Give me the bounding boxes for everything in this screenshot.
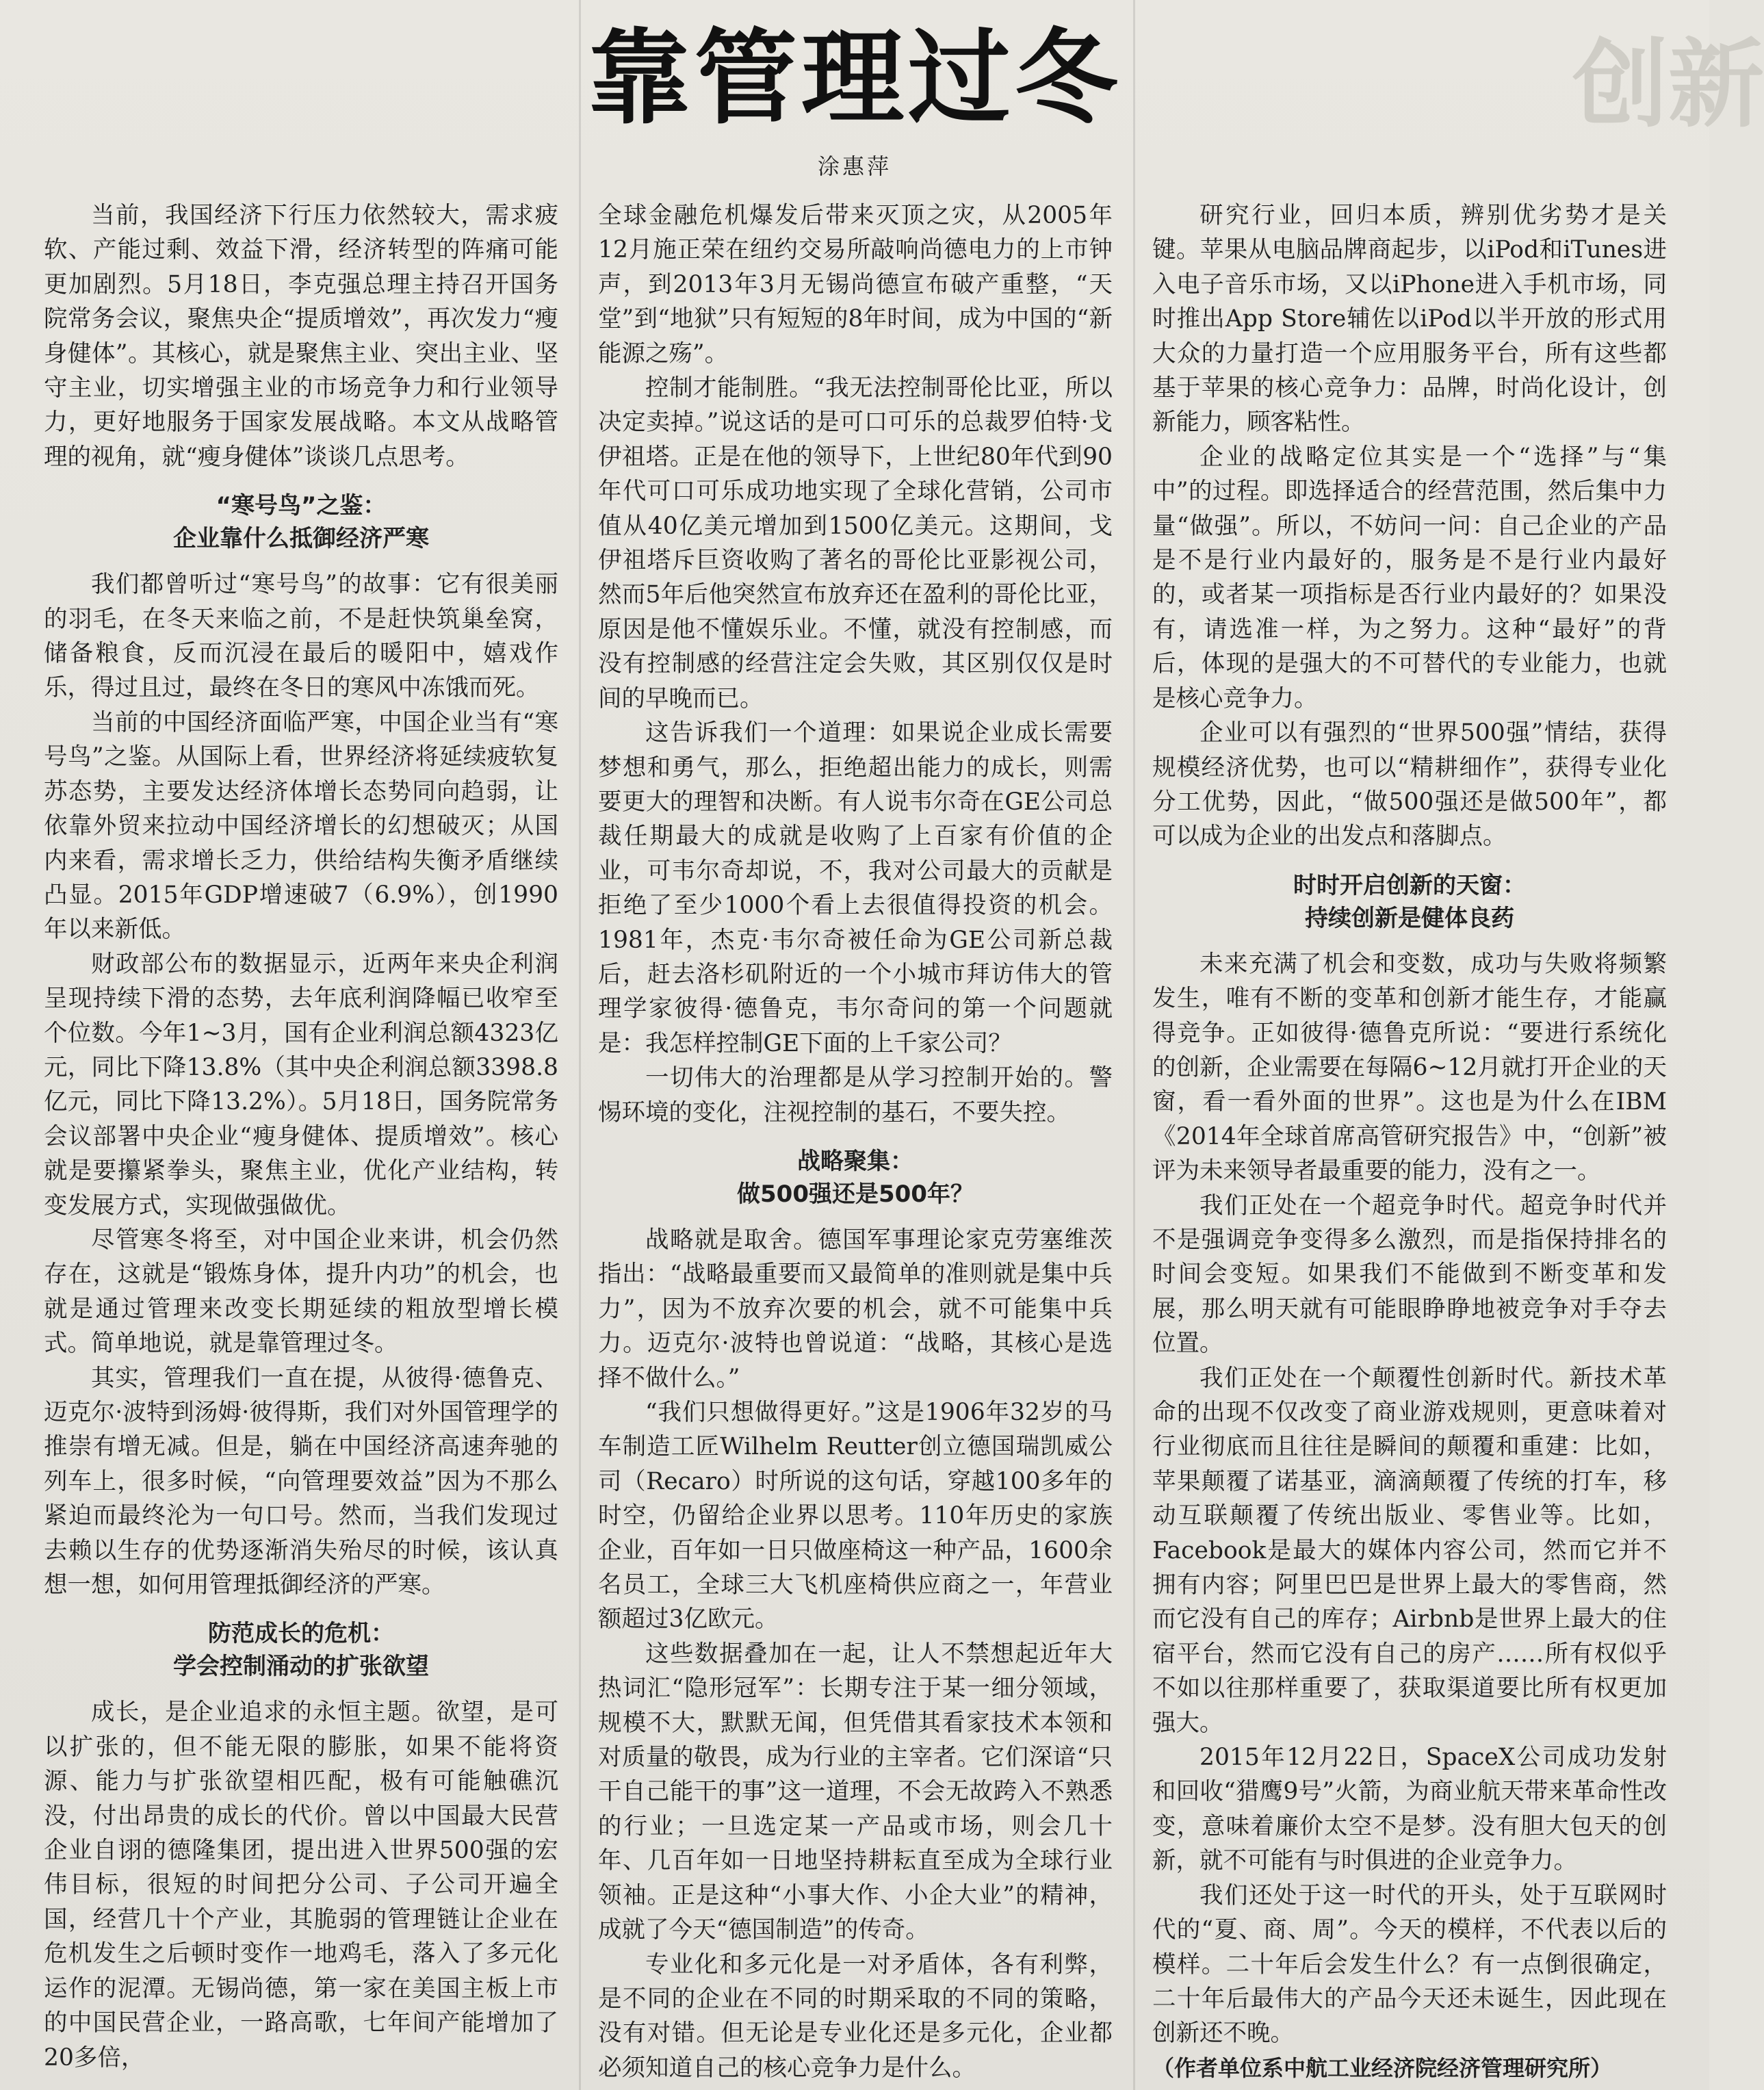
section-heading xyxy=(598,1145,1113,1211)
paragraph: 当前，我国经济下行压力依然较大，需求疲软、产能过剩、效益下滑，经济转型的阵痛可能更加剧烈。5月18日，李克强总理主持召开国务院常务会议，聚焦央企“提质增效”，再次发力“瘦身健体”。其核心，就是聚焦主业、突出主业、坚守主业，切实增强主业的市场竞争力和行业领导力，更好地服务于国家发展战略。本文从战略管理的视角，就“瘦身健体”谈谈几点思考。 xyxy=(44,202,558,471)
column-rule xyxy=(1133,0,1135,2090)
paragraph: 我们正处在一个颠覆性创新时代。新技术革命的出现不仅改变了商业游戏规则，更意味着对行业彻底而且往往是瞬间的颠覆和重建：比如，苹果颠覆了诺基亚，滴滴颠覆了传统的打车，移动互联颠覆了传统出版业、零售业等。比如，Facebook是最大的媒体内容公司，然而它并不拥有内容；阿里巴巴是世界上最大的零售商，然而它没有自己的库存；Airbnb是世界上最大的住宿平台，然而它没有自己的房产……所有权似乎不如以往那样重要了，获取渠道要比所有权更加强大。 xyxy=(1152,1364,1667,1737)
section-heading xyxy=(1152,869,1667,935)
section-heading-line: 持续创新是健体良药 xyxy=(1305,904,1514,932)
paragraph: 这些数据叠加在一起，让人不禁想起近年大热词汇“隐形冠军”：长期专注于某一细分领域，规模不大，默默无闻，但凭借其看家技术本领和对质量的敬畏，成为行业的主宰者。它们深谙“只干自己能干的事”这一道理，不会无故跨入不熟悉的行业；一旦选定某一产品或市场，则会几十年、几百年如一日地坚持耕耘直至成为全球行业领袖。正是这种“小事大作、小企大业”的精神，成就了今天“德国制造”的传奇。 xyxy=(598,1640,1113,1944)
section-heading-line: 学会控制涌动的扩张欲望 xyxy=(173,1653,429,1681)
paragraph: 一切伟大的治理都是从学习控制开始的。警惕环境的变化，注视控制的基石，不要失控。 xyxy=(598,1064,1113,1126)
paragraph: 我们都曾听过“寒号鸟”的故事：它有很美丽的羽毛，在冬天来临之前，不是赶快筑巢垒窝，储备粮食，反而沉浸在最后的暖阳中，嬉戏作乐，得过且过，最终在冬日的寒风中冻饿而死。 xyxy=(44,571,558,702)
paragraph: 专业化和多元化是一对矛盾体，各有利弊，是不同的企业在不同的时期采取的不同的策略，没有对错。但无论是专业化还是多元化，企业都必须知道自己的核心竞争力是什么。 xyxy=(598,1950,1113,2082)
paragraph: 企业的战略定位其实是一个“选择”与“集中”的过程。即选择适合的经营范围，然后集中力量“做强”。所以，不妨问一问：自己企业的产品是不是行业内最好的，服务是不是行业内最好的，或者某一项指标是否行业内最好的？如果没有，请选准一样，为之努力。这种“最好”的背后，体现的是强大的不可替代的专业能力，也就是核心竞争力。 xyxy=(1152,443,1667,712)
column-rule xyxy=(579,0,581,2090)
paragraph: 未来充满了机会和变数，成功与失败将频繁发生，唯有不断的变革和创新才能生存，才能赢得竞争。正如彼得·德鲁克所说：“要进行系统化的创新，企业需要在每隔6~12月就打开企业的天窗，看一看外面的世界”。这也是为什么在IBM《2014年全球首席高管研究报告》中，“创新”被评为未来领导者最重要的能力，没有之一。 xyxy=(1152,950,1667,1185)
column-2 xyxy=(598,198,1113,2082)
section-heading-line: 防范成长的危机： xyxy=(208,1620,394,1648)
section-heading-line: 做500强还是500年？ xyxy=(737,1180,974,1208)
paragraph: 尽管寒冬将至，对中国企业来讲，机会仍然存在，这就是“锻炼身体，提升内功”的机会，也就是通过管理来改变长期延续的粗放型增长模式。简单地说，就是靠管理过冬。 xyxy=(44,1226,558,1358)
headline: 靠管理过冬 xyxy=(587,19,1121,138)
paragraph: 全球金融危机爆发后带来灭顶之灾，从2005年12月施正荣在纽约交易所敲响尚德电力的上市钟声，到2013年3月无锡尚德宣布破产重整，“天堂”到“地狱”只有短短的8年时间，成为中国的“新能源之殇”。 xyxy=(598,202,1113,367)
paragraph: 成长，是企业追求的永恒主题。欲望，是可以扩张的，但不能无限的膨胀，如果不能将资源、能力与扩张欲望相匹配，极有可能触礁沉没，付出昂贵的成长的代价。曾以中国最大民营企业自诩的德隆集团，提出进入世界500强的宏伟目标，很短的时间把分公司、子公司开遍全国，经营几十个产业，其脆弱的管理链让企业在危机发生之后顿时变作一地鸡毛，落入了多元化运作的泥潭。无锡尚德，第一家在美国主板上市的中国民营企业，一路高歌，七年间产能增加了20多倍， xyxy=(44,1699,558,2072)
paragraph: 这告诉我们一个道理：如果说企业成长需要梦想和勇气，那么，拒绝超出能力的成长，则需要更大的理智和决断。有人说韦尔奇在GE公司总裁任期最大的成就是收购了上百家有价值的企业，可韦尔奇却说，不，我对公司最大的贡献是拒绝了至少1000个看上去很值得投资的机会。1981年，杰克·韦尔奇被任命为GE公司新总裁后，赶去洛杉矶附近的一个小城市拜访伟大的管理学家彼得·德鲁克，韦尔奇问的第一个问题就是：我怎样控制GE下面的上千家公司？ xyxy=(598,719,1113,1057)
section-heading-line: “寒号鸟”之鉴： xyxy=(216,492,387,520)
section-heading-line: 战略聚集： xyxy=(797,1147,913,1175)
section-heading-line: 企业靠什么抵御经济严寒 xyxy=(173,525,429,553)
column-1 xyxy=(44,198,558,2074)
adjacent-article-fragment: 创新 xyxy=(1572,29,1764,141)
paragraph: “我们只想做得更好。”这是1906年32岁的马车制造工匠Wilhelm Reutter创立德国瑞凯威公司（Recaro）时所说的这句话，穿越100多年的时空，仍留给企业界以思考。110年历史的家族企业，百年如一日只做座椅这一种产品，1600余名员工，全球三大飞机座椅供应商之一，年营业额超过3亿欧元。 xyxy=(598,1399,1113,1634)
paragraph: 当前的中国经济面临严寒，中国企业当有“寒号鸟”之鉴。从国际上看，世界经济将延续疲软复苏态势，主要发达经济体增长态势同向趋弱，让依靠外贸来拉动中国经济增长的幻想破灭；从国内来看，需求增长乏力，供给结构失衡矛盾继续凸显。2015年GDP增速破7（6.9%），创1990年以来新低。 xyxy=(44,708,558,944)
paragraph: 控制才能制胜。“我无法控制哥伦比亚，所以决定卖掉。”说这话的是可口可乐的总裁罗伯特·戈伊祖塔。正是在他的领导下，上世纪80年代到90年代可口可乐成功地实现了全球化营销，公司市值从40亿美元增加到1500亿美元。这期间，戈伊祖塔斥巨资收购了著名的哥伦比亚影视公司，然而5年后他突然宣布放弃还在盈利的哥伦比亚，原因是他不懂娱乐业。不懂，就没有控制感，而没有控制感的经营注定会失败，其区别仅仅是时间的早晚而已。 xyxy=(598,374,1113,712)
section-heading xyxy=(44,1617,558,1683)
author-note: （作者单位系中航工业经济院经济管理研究所） xyxy=(1152,2054,1613,2081)
paragraph: 我们还处于这一时代的开头，处于互联网时代的“夏、商、周”。今天的模样，不代表以后的模样。二十年后会发生什么？有一点倒很确定，二十年后最伟大的产品今天还未诞生，因此现在创新还不晚。 xyxy=(1152,1881,1667,2048)
section-heading xyxy=(44,489,558,555)
paragraph: 战略就是取舍。德国军事理论家克劳塞维茨指出：“战略最重要而又最简单的准则就是集中兵力”，因为不放弃次要的机会，就不可能集中兵力。迈克尔·波特也曾说道：“战略，其核心是选择不做什么。” xyxy=(598,1226,1113,1392)
paragraph: 其实，管理我们一直在提，从彼得·德鲁克、迈克尔·波特到汤姆·彼得斯，我们对外国管理学的推崇有增无减。但是，躺在中国经济高速奔驰的列车上，很多时候，“向管理要效益”因为不那么紧迫而最终沦为一句口号。然而，当我们发现过去赖以生存的优势逐渐消失殆尽的时候，该认真想一想，如何用管理抵御经济的严寒。 xyxy=(44,1364,558,1599)
paragraph: 2015年12月22日，SpaceX公司成功发射和回收“猎鹰9号”火箭，为商业航天带来革命性改变，意味着廉价太空不是梦。没有胆大包天的创新，就不可能有与时俱进的企业竞争力。 xyxy=(1152,1744,1667,1875)
byline: 涂惠萍 xyxy=(817,153,892,179)
section-heading-line: 时时开启创新的天窗： xyxy=(1293,871,1526,899)
paragraph: 财政部公布的数据显示，近两年来央企利润呈现持续下滑的态势，去年底利润降幅已收窄至个位数。今年1~3月，国有企业利润总额4323亿元，同比下降13.8%（其中央企利润总额3398.8亿元，同比下降13.2%）。5月18日，国务院常务会议部署中央企业“瘦身健体、提质增效”。核心就是要攥紧拳头，聚焦主业，优化产业结构，转变发展方式，实现做强做优。 xyxy=(44,950,558,1220)
column-3 xyxy=(1152,198,1667,2081)
paragraph: 我们正处在一个超竞争时代。超竞争时代并不是强调竞争变得多么激烈，而是指保持排名的时间会变短。如果我们不能做到不断变革和发展，那么明天就有可能眼睁睁地被竞争对手夺去位置。 xyxy=(1152,1191,1667,1358)
paragraph: 研究行业，回归本质，辨别优劣势才是关键。苹果从电脑品牌商起步，以iPod和iTunes进入电子音乐市场，又以iPhone进入手机市场，同时推出App Store辅佐以iPod以半开放的形式用大众的力量打造一个应用服务平台，所有这些都基于苹果的核心竞争力：品牌，时尚化设计，创新能力，顾客粘性。 xyxy=(1152,202,1667,437)
paragraph: 企业可以有强烈的“世界500强”情结，获得规模经济优势，也可以“精耕细作”，获得专业化分工优势，因此，“做500强还是做500年”，都可以成为企业的出发点和落脚点。 xyxy=(1152,719,1667,851)
